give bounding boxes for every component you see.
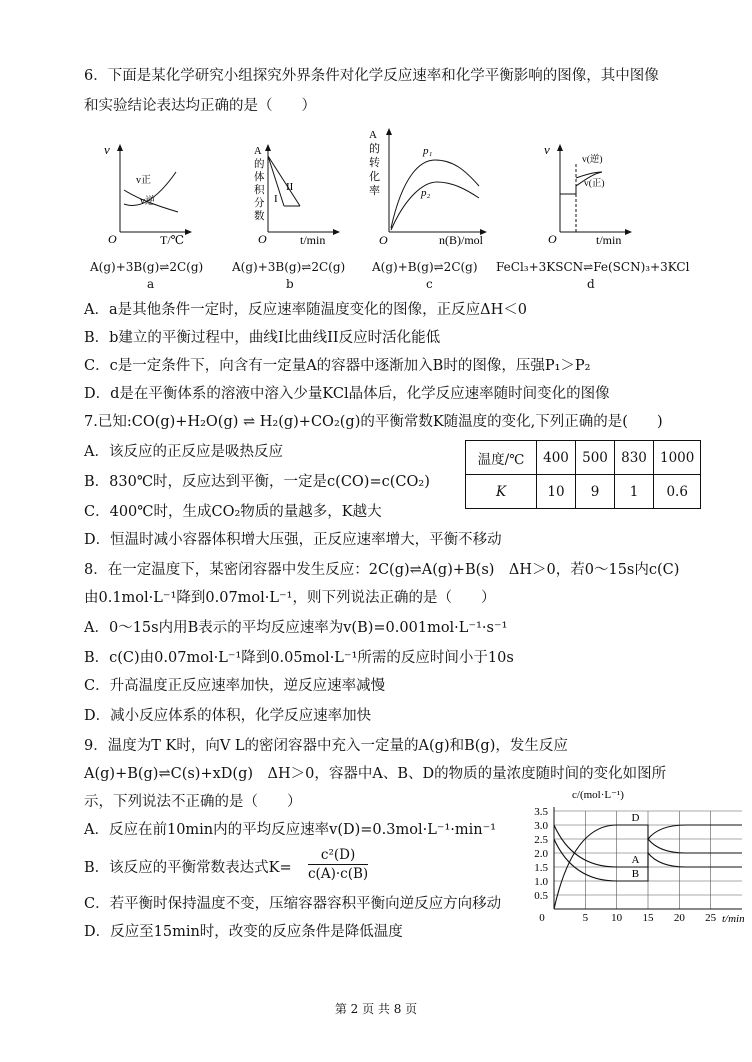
chart-xtick-label: 25: [705, 912, 717, 924]
fig-b-curve1: II: [286, 181, 294, 193]
eq-b: A(g)+3B(g)⇌2C(g): [232, 260, 346, 274]
q7-option-b: B．830℃时，反应达到平衡，一定是c(CO)=c(CO₂): [84, 474, 430, 490]
fig-c-ylabel-4: 率: [369, 185, 380, 197]
chart-ytick-label: 2.5: [534, 834, 548, 846]
table-k-cell: 1: [615, 475, 654, 509]
figure-a: [100, 140, 210, 250]
fig-b-ylabel-2: 体: [254, 172, 265, 183]
q9-option-b: B．该反应的平衡常数表达式K=: [84, 860, 292, 876]
label-c: c: [426, 277, 433, 291]
fig-a-curve1: v正: [136, 175, 151, 186]
fig-b-ylabel-5: 数: [254, 211, 265, 222]
q9-stem-line3: 示，下列说法不正确的是（ ）: [84, 794, 302, 810]
table-header-temp: 温度/℃: [466, 441, 537, 475]
table-temp-cell: 500: [576, 441, 615, 475]
label-a: a: [147, 277, 155, 291]
figure-b: [248, 140, 358, 250]
q8-option-a: A．0～15s内用B表示的平均反应速率为v(B)=0.001mol·L⁻¹·s⁻¹: [84, 620, 508, 636]
chart-series-label: B: [631, 868, 640, 880]
q7-option-d: D．恒温时减小容器体积增大压强，正反应速率增大，平衡不移动: [84, 532, 502, 548]
chart-xtick-label: 5: [582, 912, 589, 924]
q6-option-d: D．d是在平衡体系的溶液中溶入少量KCl晶体后，化学反应速率随时间变化的图像: [84, 386, 610, 402]
fig-b-ylabel-4: 分: [254, 198, 265, 209]
q7-option-c: C．400℃时，生成CO₂物质的量越多，K越大: [84, 504, 382, 520]
concentration-chart: [522, 786, 748, 924]
chart-xlabel: t/min: [722, 913, 745, 924]
chart-ytick-label: 0.5: [534, 890, 548, 902]
fig-c-curve1: p₁: [423, 145, 433, 157]
fig-b-xaxis: t/min: [300, 233, 326, 247]
eq-c: A(g)+B(g)⇌2C(g): [372, 260, 478, 274]
fig-a-yaxis: v: [104, 142, 110, 157]
chart-ytick-label: 1.5: [534, 862, 548, 874]
fig-d-xaxis: t/min: [596, 233, 622, 247]
chart-ytick-label: 2.0: [534, 848, 548, 860]
q9-option-d: D．反应至15min时，改变的反应条件是降低温度: [84, 924, 403, 940]
fig-c-xaxis: n(B)/mol: [439, 233, 483, 247]
figure-d: [540, 140, 650, 250]
table-temp-cell: 1000: [654, 441, 701, 475]
q9-option-c: C．若平衡时保持温度不变，压缩容器容积平衡向逆反应方向移动: [84, 896, 502, 912]
fig-d-yaxis: v: [544, 142, 550, 157]
chart-series-label: D: [631, 812, 640, 824]
fig-c-ylabel-3: 化: [369, 171, 380, 183]
chart-xtick-label: 10: [611, 912, 623, 924]
fig-b-origin: O: [258, 232, 267, 246]
table-k-cell: 10: [537, 475, 576, 509]
label-d: d: [587, 277, 595, 291]
k-numerator: c²(D): [308, 846, 368, 865]
k-expression-fraction: [308, 846, 368, 883]
q6-option-c: C．c是一定条件下，向含有一定量A的容器中逐渐加入B时的图像，压强P₁＞P₂: [84, 358, 591, 374]
fig-a-curve2: v逆: [140, 196, 155, 207]
k-denominator: c(A)·c(B): [308, 866, 369, 882]
q6-option-a: A．a是其他条件一定时，反应速率随温度变化的图像，正反应ΔH＜0: [84, 302, 527, 318]
chart-series-label: A: [631, 854, 640, 866]
q6-option-b: B．b建立的平衡过程中，曲线I比曲线II反应时活化能低: [84, 330, 441, 346]
fig-c-origin: O: [379, 233, 388, 247]
fig-a-xaxis: T/℃: [160, 233, 185, 247]
chart-ytick-label: 3.0: [534, 820, 548, 832]
fig-c-curve2: p₂: [421, 187, 431, 199]
q8-option-c: C．升高温度正反应速率加快，逆反应速率减慢: [84, 678, 386, 694]
chart-xtick-label: 20: [673, 912, 685, 924]
chart-xtick-label: 0: [539, 912, 545, 924]
table-temp-cell: 400: [537, 441, 576, 475]
label-b: b: [286, 277, 294, 291]
fig-d-curve1: v(逆): [582, 155, 603, 165]
q6-stem-line1: 6．下面是某化学研究小组探究外界条件对化学反应速率和化学平衡影响的图像，其中图像: [84, 68, 659, 84]
fig-d-curve2: v(正): [584, 179, 605, 189]
table-k-cell: 9: [576, 475, 615, 509]
fig-d-origin: O: [548, 232, 557, 246]
q8-stem-line2: 由0.1mol·L⁻¹降到0.07mol·L⁻¹，则下列说法正确的是（ ）: [84, 590, 496, 606]
q7-option-a: A．该反应的正反应是吸热反应: [84, 444, 283, 460]
q9-option-a: A．反应在前10min内的平均反应速率v(D)=0.3mol·L⁻¹·min⁻¹: [84, 822, 497, 838]
fig-b-curve2: I: [274, 193, 278, 205]
q6-stem-line2: 和实验结论表达均正确的是（ ）: [84, 98, 316, 114]
figure-c: [367, 124, 497, 250]
k-temperature-table: [465, 440, 701, 509]
table-header-k: K: [466, 475, 537, 509]
page-footer: 第 2 页 共 8 页: [334, 1002, 418, 1016]
fig-b-ylabel-1: 的: [254, 159, 265, 170]
table-temp-cell: 830: [615, 441, 654, 475]
chart-xtick-label: 15: [642, 912, 654, 924]
q9-stem-line2: A(g)+B(g)⇌C(s)+xD(g) ΔH＞0，容器中A、B、D的物质的量浓度随时间的变化如图所: [84, 766, 667, 782]
chart-ytick-label: 3.5: [534, 806, 548, 818]
fig-c-ylabel-1: 的: [369, 143, 380, 155]
fig-b-ylabel-3: 积: [254, 185, 265, 196]
q7-stem: 7.已知:CO(g)+H₂O(g) ⇌ H₂(g)+CO₂(g)的平衡常数K随温度的变化,下列正确的是( ): [84, 414, 663, 430]
q8-option-d: D．减小反应体系的体积，化学反应速率加快: [84, 708, 372, 724]
chart-ytick-label: 1.0: [534, 876, 548, 888]
fig-c-ylabel-0: A: [369, 129, 377, 141]
fig-b-ylabel-0: A: [254, 146, 262, 157]
q8-option-b: B．c(C)由0.07mol·L⁻¹降到0.05mol·L⁻¹所需的反应时间小于10s: [84, 650, 514, 666]
chart-ylabel: c/(mol·L⁻¹): [572, 789, 624, 801]
fig-c-ylabel-2: 转: [369, 157, 380, 169]
q9-stem-line1: 9．温度为T K时，向V L的密闭容器中充入一定量的A(g)和B(g)，发生反应: [84, 738, 568, 754]
eq-d: FeCl₃+3KSCN⇌Fe(SCN)₃+3KCl: [496, 260, 690, 274]
fig-a-origin: O: [108, 232, 117, 246]
eq-a: A(g)+3B(g)⇌2C(g): [90, 260, 204, 274]
table-k-cell: 0.6: [654, 475, 701, 509]
q8-stem-line1: 8．在一定温度下，某密闭容器中发生反应：2C(g)⇌A(g)+B(s) ΔH＞0，若0～15s内c(C): [84, 562, 680, 578]
